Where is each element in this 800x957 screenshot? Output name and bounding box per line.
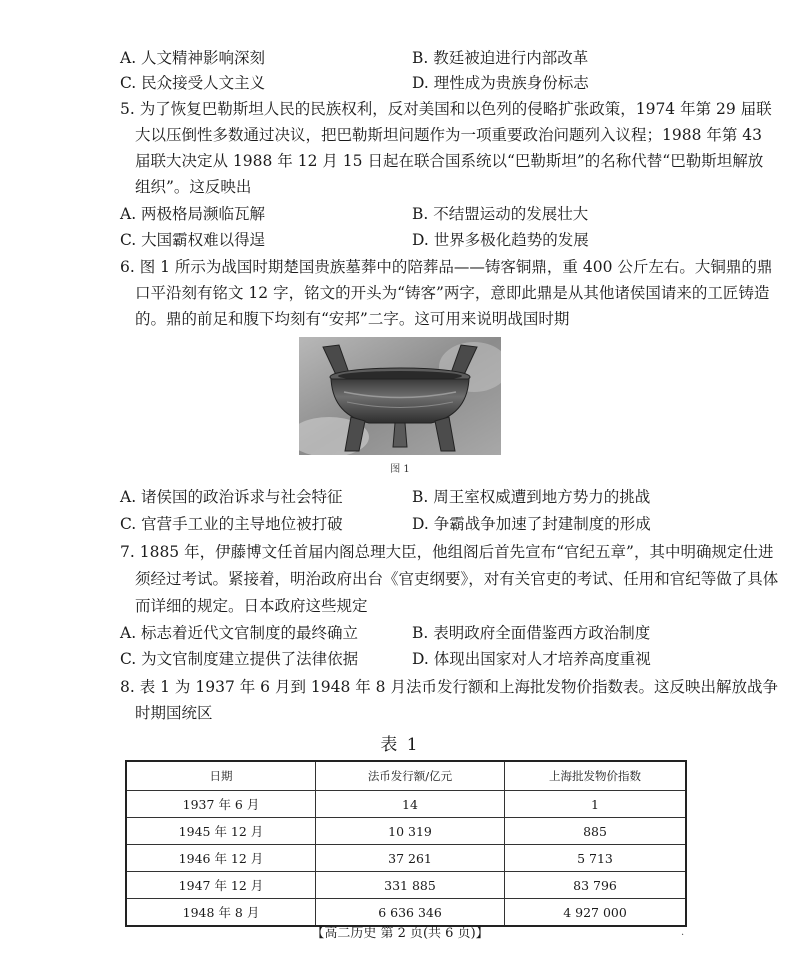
- table-row: [126, 872, 686, 899]
- q7-stem-line-1: 7. 1885 年，伊藤博文任首届内阁总理大臣，他组阁后首先宣布“官纪五章”，其中明确规定仕进: [120, 543, 774, 561]
- cell-date: 1946 年 12 月: [126, 845, 316, 872]
- cell-date: 1945 年 12 月: [126, 818, 316, 845]
- q6-option-a: A. 诸侯国的政治诉求与社会特征: [120, 488, 343, 506]
- q5-stem-line-3: 届联大决定从 1988 年 12 月 15 日起在联合国系统以“巴勒斯坦”的名称代替“巴勒斯坦解放: [135, 152, 764, 170]
- q4-option-c: C. 民众接受人文主义: [120, 74, 266, 92]
- page-mark: ·: [681, 930, 685, 941]
- table-header-row: [126, 761, 686, 791]
- cell-issuance: 37 261: [316, 845, 505, 872]
- q5-stem-line-2: 大以压倒性多数通过决议，把巴勒斯坦问题作为一项重要政治问题列入议程；1988 年第 43: [135, 126, 763, 144]
- q8-stem-line-2: 时期国统区: [135, 704, 213, 722]
- q6-option-d: D. 争霸战争加速了封建制度的形成: [412, 515, 651, 533]
- q5-option-b: B. 不结盟运动的发展壮大: [412, 205, 589, 223]
- q7-option-b: B. 表明政府全面借鉴西方政治制度: [412, 624, 651, 642]
- q6-stem-line-3: 的。鼎的前足和腹下均刻有“安邦”二字。这可用来说明战国时期: [135, 310, 570, 328]
- cell-issuance: 6 636 346: [316, 899, 505, 927]
- header-issuance: 法币发行额/亿元: [316, 761, 505, 791]
- cell-price-index: 4 927 000: [505, 899, 687, 927]
- cell-price-index: 83 796: [505, 872, 687, 899]
- bronze-ding-photo: [299, 337, 501, 455]
- q7-stem-line-2: 须经过考试。紧接着，明治政府出台《官吏纲要》，对有关官吏的考试、任用和官纪等做了具体: [135, 570, 779, 588]
- currency-price-table: [125, 760, 687, 927]
- q5-option-d: D. 世界多极化趋势的发展: [412, 231, 589, 249]
- q7-stem-line-3: 而详细的规定。日本政府这些规定: [135, 597, 368, 615]
- cell-issuance: 14: [316, 791, 505, 818]
- q5-stem-line-1: 5. 为了恢复巴勒斯坦人民的民族权利，反对美国和以色列的侵略扩张政策，1974 年第 29 届联: [120, 100, 772, 118]
- q4-option-a: A. 人文精神影响深刻: [120, 49, 266, 67]
- q7-option-a: A. 标志着近代文官制度的最终确立: [120, 624, 359, 642]
- page-footer: 【高二历史 第 2 页(共 6 页)】: [311, 926, 489, 941]
- cell-price-index: 885: [505, 818, 687, 845]
- q6-option-b: B. 周王室权威遭到地方势力的挑战: [412, 488, 651, 506]
- table-row: [126, 791, 686, 818]
- cell-date: 1937 年 6 月: [126, 791, 316, 818]
- cell-issuance: 10 319: [316, 818, 505, 845]
- q7-option-c: C. 为文官制度建立提供了法律依据: [120, 650, 359, 668]
- figure-caption: 图 1: [390, 464, 410, 475]
- cell-price-index: 5 713: [505, 845, 687, 872]
- q4-option-d: D. 理性成为贵族身份标志: [412, 74, 589, 92]
- q5-stem-line-4: 组织”。这反映出: [135, 178, 252, 196]
- header-price-index: 上海批发物价指数: [505, 761, 687, 791]
- q5-option-a: A. 两极格局濒临瓦解: [120, 205, 266, 223]
- table-row: [126, 818, 686, 845]
- cell-date: 1947 年 12 月: [126, 872, 316, 899]
- table-title: 表 1: [380, 735, 420, 755]
- cell-price-index: 1: [505, 791, 687, 818]
- q6-stem-line-1: 6. 图 1 所示为战国时期楚国贵族墓葬中的陪葬品——铸客铜鼎，重 400 公斤左右。大铜鼎的鼎: [120, 258, 773, 276]
- q7-option-d: D. 体现出国家对人才培养高度重视: [412, 650, 651, 668]
- q4-option-b: B. 教廷被迫进行内部改革: [412, 49, 589, 67]
- cell-date: 1948 年 8 月: [126, 899, 316, 927]
- q6-option-c: C. 官营手工业的主导地位被打破: [120, 515, 343, 533]
- q5-option-c: C. 大国霸权难以得逞: [120, 231, 266, 249]
- cell-issuance: 331 885: [316, 872, 505, 899]
- q6-stem-line-2: 口平沿刻有铭文 12 字，铭文的开头为“铸客”两字，意即此鼎是从其他诸侯国请来的工匠铸造: [135, 284, 770, 302]
- header-date: 日期: [126, 761, 316, 791]
- table-row: [126, 845, 686, 872]
- q8-stem-line-1: 8. 表 1 为 1937 年 6 月到 1948 年 8 月法币发行额和上海批发物价指数表。这反映出解放战争: [120, 678, 778, 696]
